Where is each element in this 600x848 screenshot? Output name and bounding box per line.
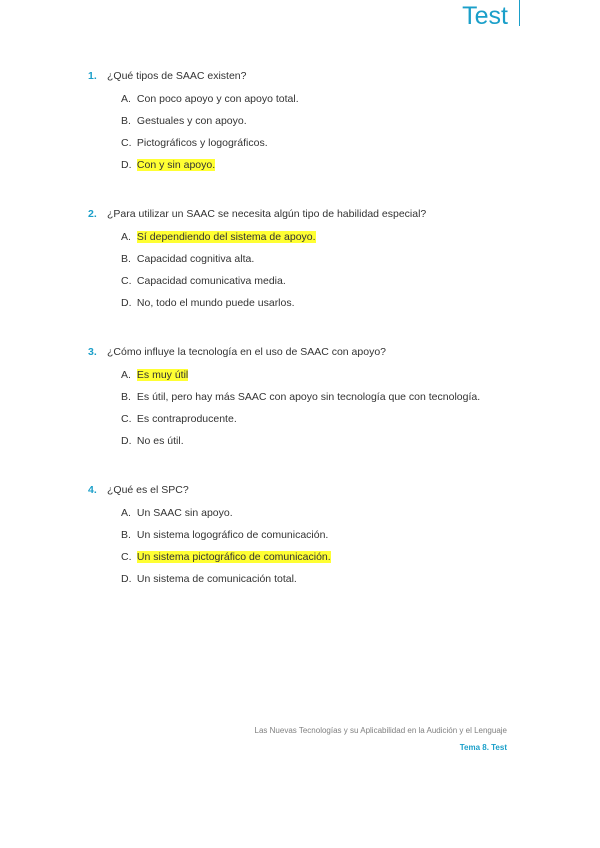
option-letter: B.	[121, 253, 131, 265]
question-text: ¿Qué tipos de SAAC existen?	[107, 70, 247, 82]
option-c	[121, 546, 528, 568]
option-text: Es contraproducente.	[136, 413, 237, 425]
question-number: 4.	[88, 484, 97, 496]
option-text-highlighted: Sí dependiendo del sistema de apoyo.	[136, 231, 316, 243]
question-1	[88, 66, 528, 176]
option-letter: A.	[121, 93, 131, 105]
option-letter: C.	[121, 137, 132, 149]
option-a	[121, 226, 528, 248]
question-text: ¿Cómo influye la tecnología en el uso de SAAC con apoyo?	[107, 346, 387, 358]
option-d	[121, 568, 528, 590]
footer-section: Tema 8. Test	[459, 743, 507, 752]
option-c	[121, 270, 528, 292]
options-list	[121, 88, 528, 176]
page-footer	[255, 722, 507, 756]
option-text-highlighted: Es muy útil	[136, 369, 189, 381]
question-3	[88, 342, 528, 452]
option-letter: B.	[121, 391, 131, 403]
option-b	[121, 386, 528, 408]
header-rule	[519, 0, 520, 26]
option-d	[121, 154, 528, 176]
option-letter: D.	[121, 159, 132, 171]
option-c	[121, 132, 528, 154]
option-text: Gestuales y con apoyo.	[136, 115, 247, 127]
option-b	[121, 110, 528, 132]
option-letter: D.	[121, 297, 132, 309]
question-number: 3.	[88, 346, 97, 358]
option-letter: A.	[121, 231, 131, 243]
question-heading	[88, 342, 528, 362]
option-letter: A.	[121, 369, 131, 381]
option-text: Un sistema de comunicación total.	[136, 573, 297, 585]
option-letter: D.	[121, 435, 132, 447]
option-d	[121, 430, 528, 452]
option-text: Un sistema logográfico de comunicación.	[136, 529, 329, 541]
option-text-highlighted: Un sistema pictográfico de comunicación.	[136, 551, 331, 563]
question-2	[88, 204, 528, 314]
option-letter: C.	[121, 413, 132, 425]
question-heading	[88, 66, 528, 86]
option-letter: A.	[121, 507, 131, 519]
question-number: 1.	[88, 70, 97, 82]
option-text: Es útil, pero hay más SAAC con apoyo sin tecnología que con tecnología.	[136, 391, 481, 403]
question-heading	[88, 480, 528, 500]
options-list	[121, 364, 528, 452]
option-letter: B.	[121, 115, 131, 127]
option-text-highlighted: Con y sin apoyo.	[136, 159, 216, 171]
page-header	[462, 0, 520, 32]
questions-list	[88, 66, 528, 618]
option-text: Capacidad cognitiva alta.	[136, 253, 255, 265]
option-c	[121, 408, 528, 430]
option-text: Con poco apoyo y con apoyo total.	[136, 93, 299, 105]
option-text: No es útil.	[136, 435, 184, 447]
page-title: Test	[462, 2, 508, 30]
question-heading	[88, 204, 528, 224]
option-b	[121, 248, 528, 270]
question-text: ¿Para utilizar un SAAC se necesita algún tipo de habilidad especial?	[107, 208, 427, 220]
option-a	[121, 364, 528, 386]
option-letter: B.	[121, 529, 131, 541]
option-a	[121, 88, 528, 110]
footer-course-title: Las Nuevas Tecnologías y su Aplicabilidad en la Audición y el Lenguaje	[254, 726, 507, 735]
option-letter: D.	[121, 573, 132, 585]
option-letter: C.	[121, 551, 132, 563]
option-text: Pictográficos y logográficos.	[136, 137, 268, 149]
question-4	[88, 480, 528, 590]
options-list	[121, 502, 528, 590]
option-d	[121, 292, 528, 314]
options-list	[121, 226, 528, 314]
option-letter: C.	[121, 275, 132, 287]
option-text: No, todo el mundo puede usarlos.	[136, 297, 295, 309]
option-text: Un SAAC sin apoyo.	[136, 507, 233, 519]
option-text: Capacidad comunicativa media.	[136, 275, 286, 287]
question-text: ¿Qué es el SPC?	[107, 484, 189, 496]
option-a	[121, 502, 528, 524]
question-number: 2.	[88, 208, 97, 220]
option-b	[121, 524, 528, 546]
